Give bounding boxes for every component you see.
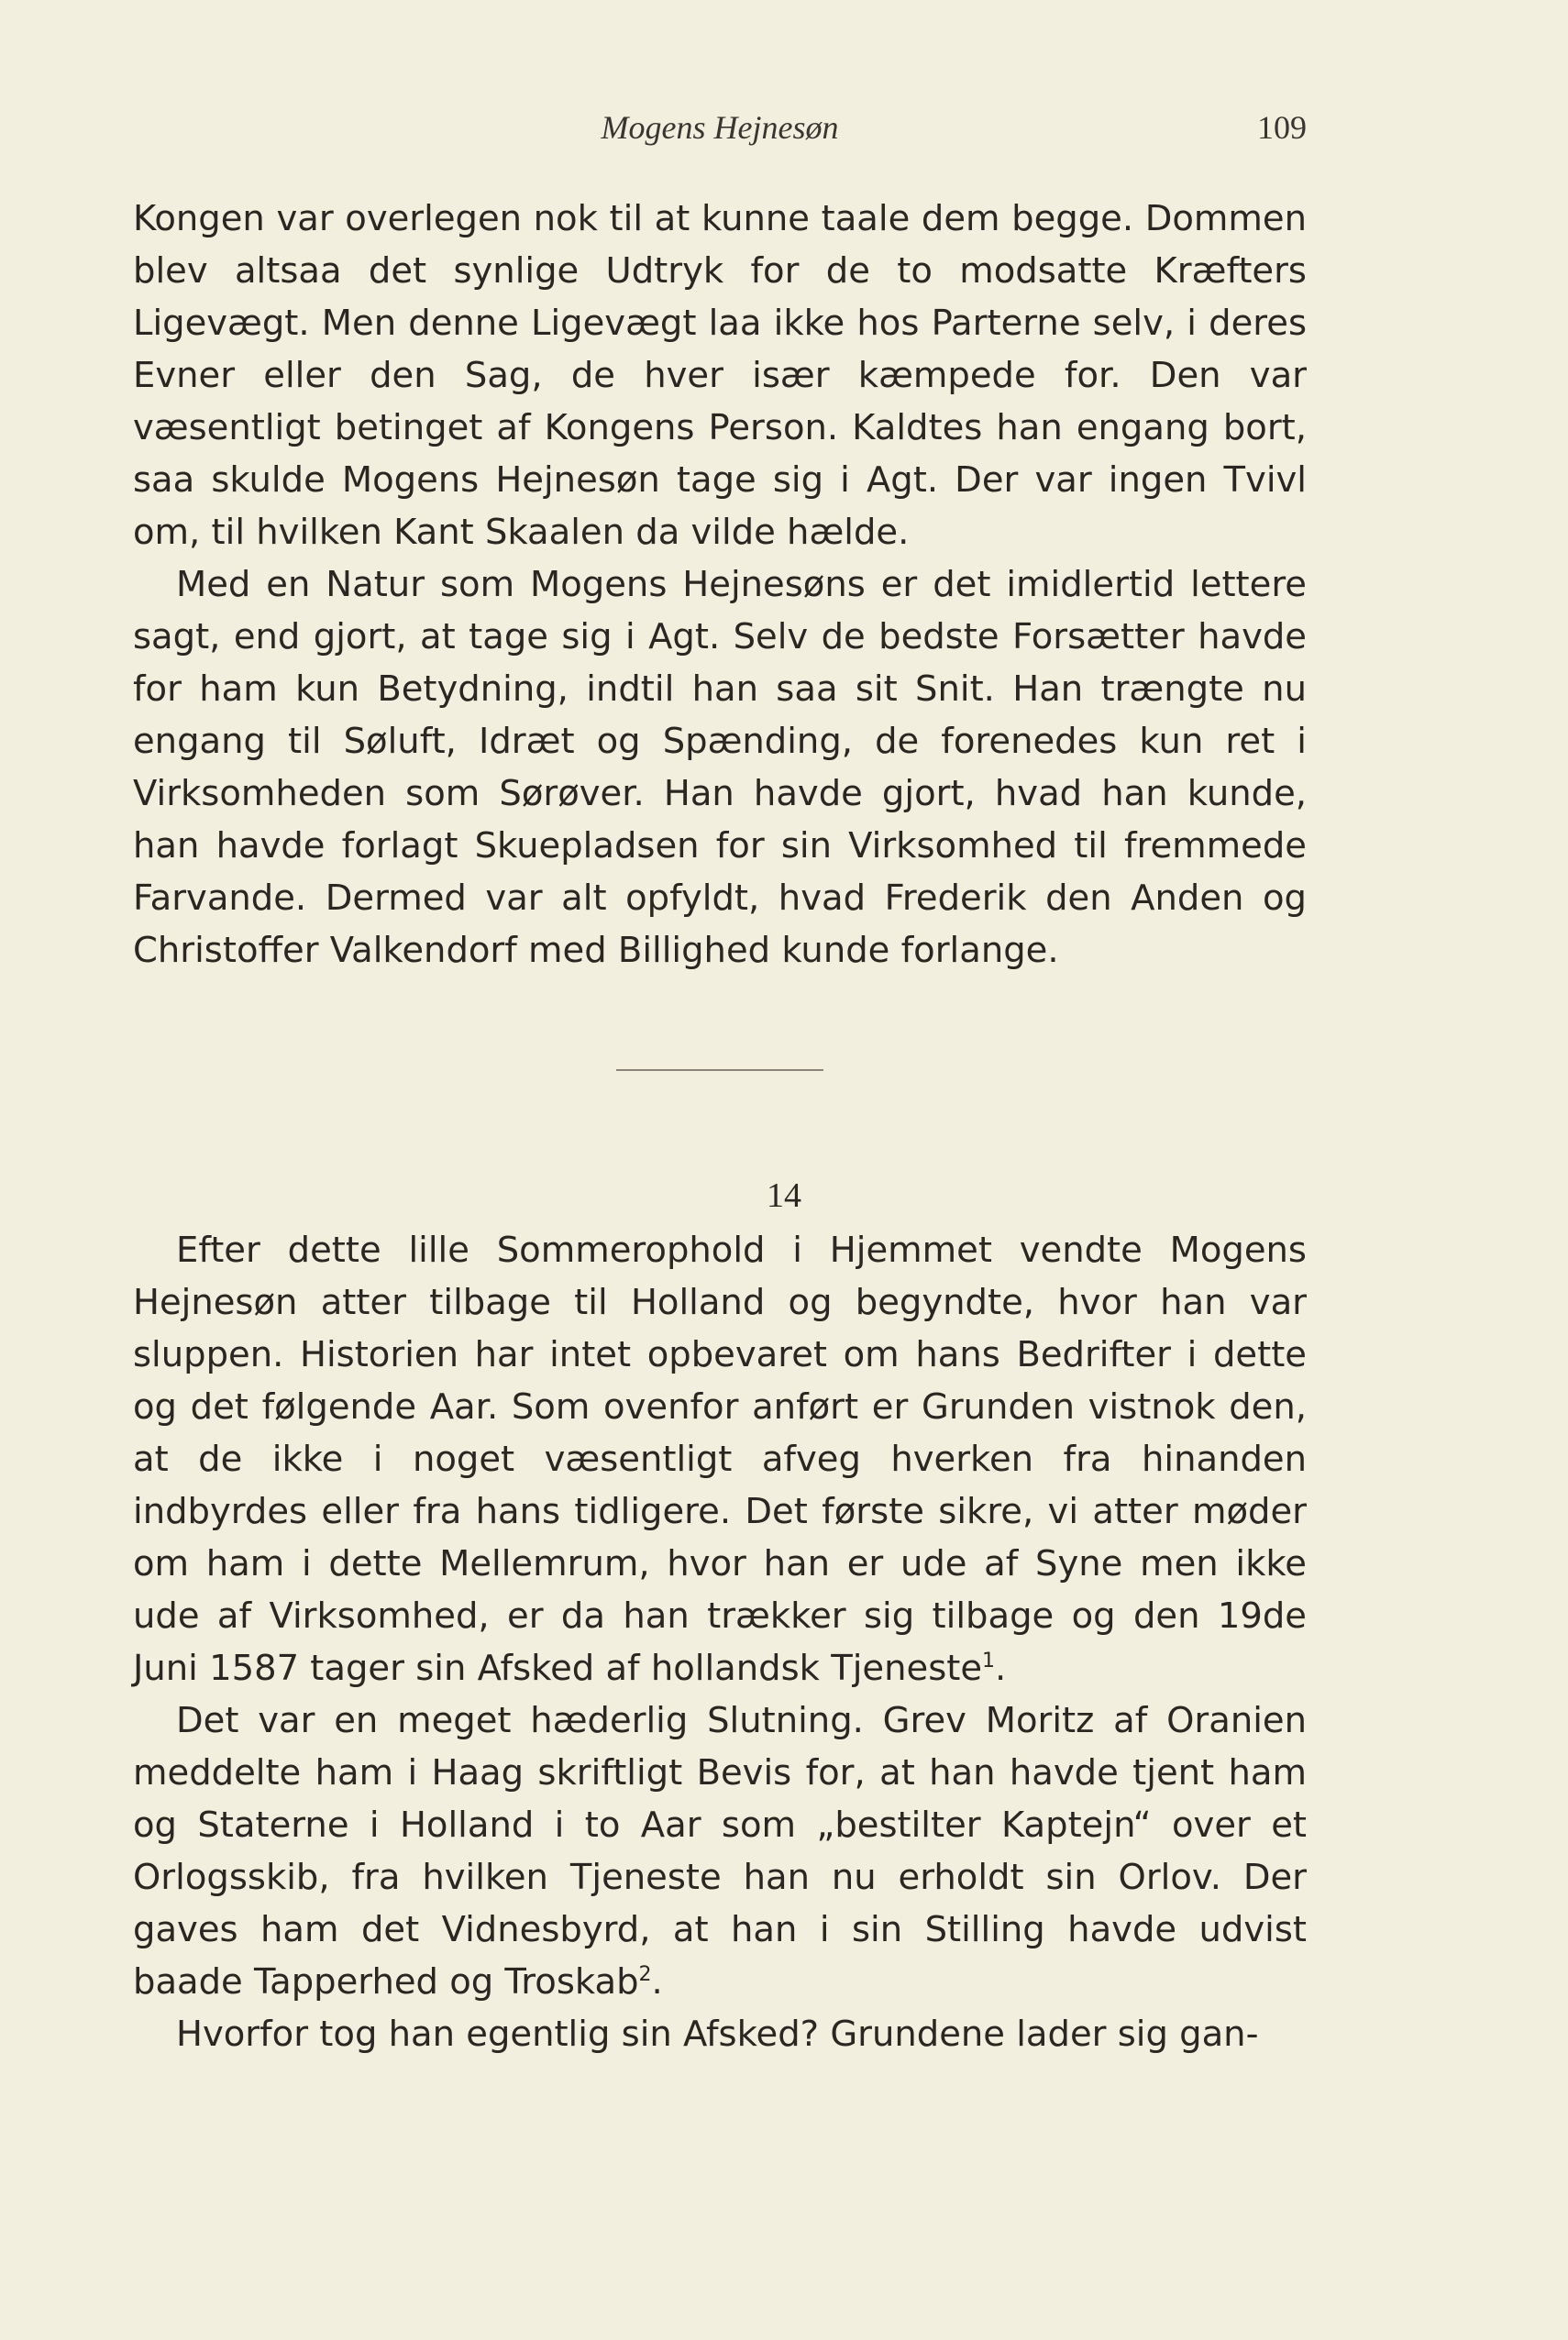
text-block-before-section [133, 193, 1307, 977]
running-head [133, 108, 1307, 163]
paragraph: Med en Natur som Mogens Hejnesøns er det imidlertid lettere sagt, end gjort, at tage sig i Agt. Selv de bedste Forsætter havde for ham kun Betydning, indtil han saa sit Snit. Han trængte nu engang til Søluft, Idræt og Spænding, de forenedes kun ret i Virksomheden som Sørøver. Han havde gjort, hvad han kunde, han havde forlagt Skuepladsen for sin Virksomhed til fremmede Farvande. Dermed var alt opfyldt, hvad Frederik den Anden og Christoffer Valkendorf med Billighed kunde forlange. [133, 564, 1307, 971]
running-title: Mogens Hejnesøn [601, 109, 839, 146]
paragraph [133, 1224, 1307, 1694]
text-block-section-14 [133, 1224, 1307, 2060]
paragraph: Hvorfor tog han egentlig sin Afsked? Grundene lader sig gan- [176, 2014, 1259, 2055]
paragraph-continued: Kongen var overlegen nok til at kunne taale dem begge. Dommen blev altsaa det synlige Udtryk for de to modsatte Kræfters Ligevægt. Men denne Ligevægt laa ikke hos Parterne selv, i deres Evner eller den Sag, de hver især kæmpede for. Den var væsentligt betinget af Kongens Person. Kaldtes han engang bort, saa skulde Mogens Hejnesøn tage sig i Agt. Der var ingen Tvivl om, til hvilken Kant Skaalen da vilde hælde. [133, 198, 1307, 553]
section-number: 14 [767, 1176, 801, 1215]
footnote-marker[interactable]: 2 [638, 1963, 652, 1986]
paragraph-end-punctuation: . [995, 1648, 1007, 1689]
footnote-marker[interactable]: 1 [982, 1650, 996, 1672]
paragraph [133, 1694, 1307, 2008]
page-number: 109 [1257, 109, 1307, 146]
section-divider [616, 1069, 823, 1071]
paragraph-text: Det var en meget hæderlig Slutning. Grev Moritz af Oranien meddelte ham i Haag skriftligt Bevis for, at han havde tjent ham og Staterne i Holland i to Aar som „bestilter Kaptejn“ over et Orlogsskib, fra hvilken Tjeneste han nu erholdt sin Orlov. Der gaves ham det Vidnesbyrd, at han i sin Stilling havde udvist baade Tapperhed og Troskab [133, 1700, 1307, 2003]
paragraph-end-punctuation: . [651, 1961, 663, 2003]
paragraph-text: Efter dette lille Sommerophold i Hjemmet vendte Mogens Hejnesøn atter tilbage til Holland og begyndte, hvor han var sluppen. Historien har intet opbevaret om hans Bedrifter i dette og det følgende Aar. Som ovenfor anført er Grunden vistnok den, at de ikke i noget væsentligt afveg hverken fra hinanden indbyrdes eller fra hans tidligere. Det første sikre, vi atter møder om ham i dette Mellemrum, hvor han er ude af Syne men ikke ude af Virksomhed, er da han trækker sig tilbage og den 19de Juni 1587 tager sin Afsked af hollandsk Tjeneste [133, 1230, 1307, 1689]
